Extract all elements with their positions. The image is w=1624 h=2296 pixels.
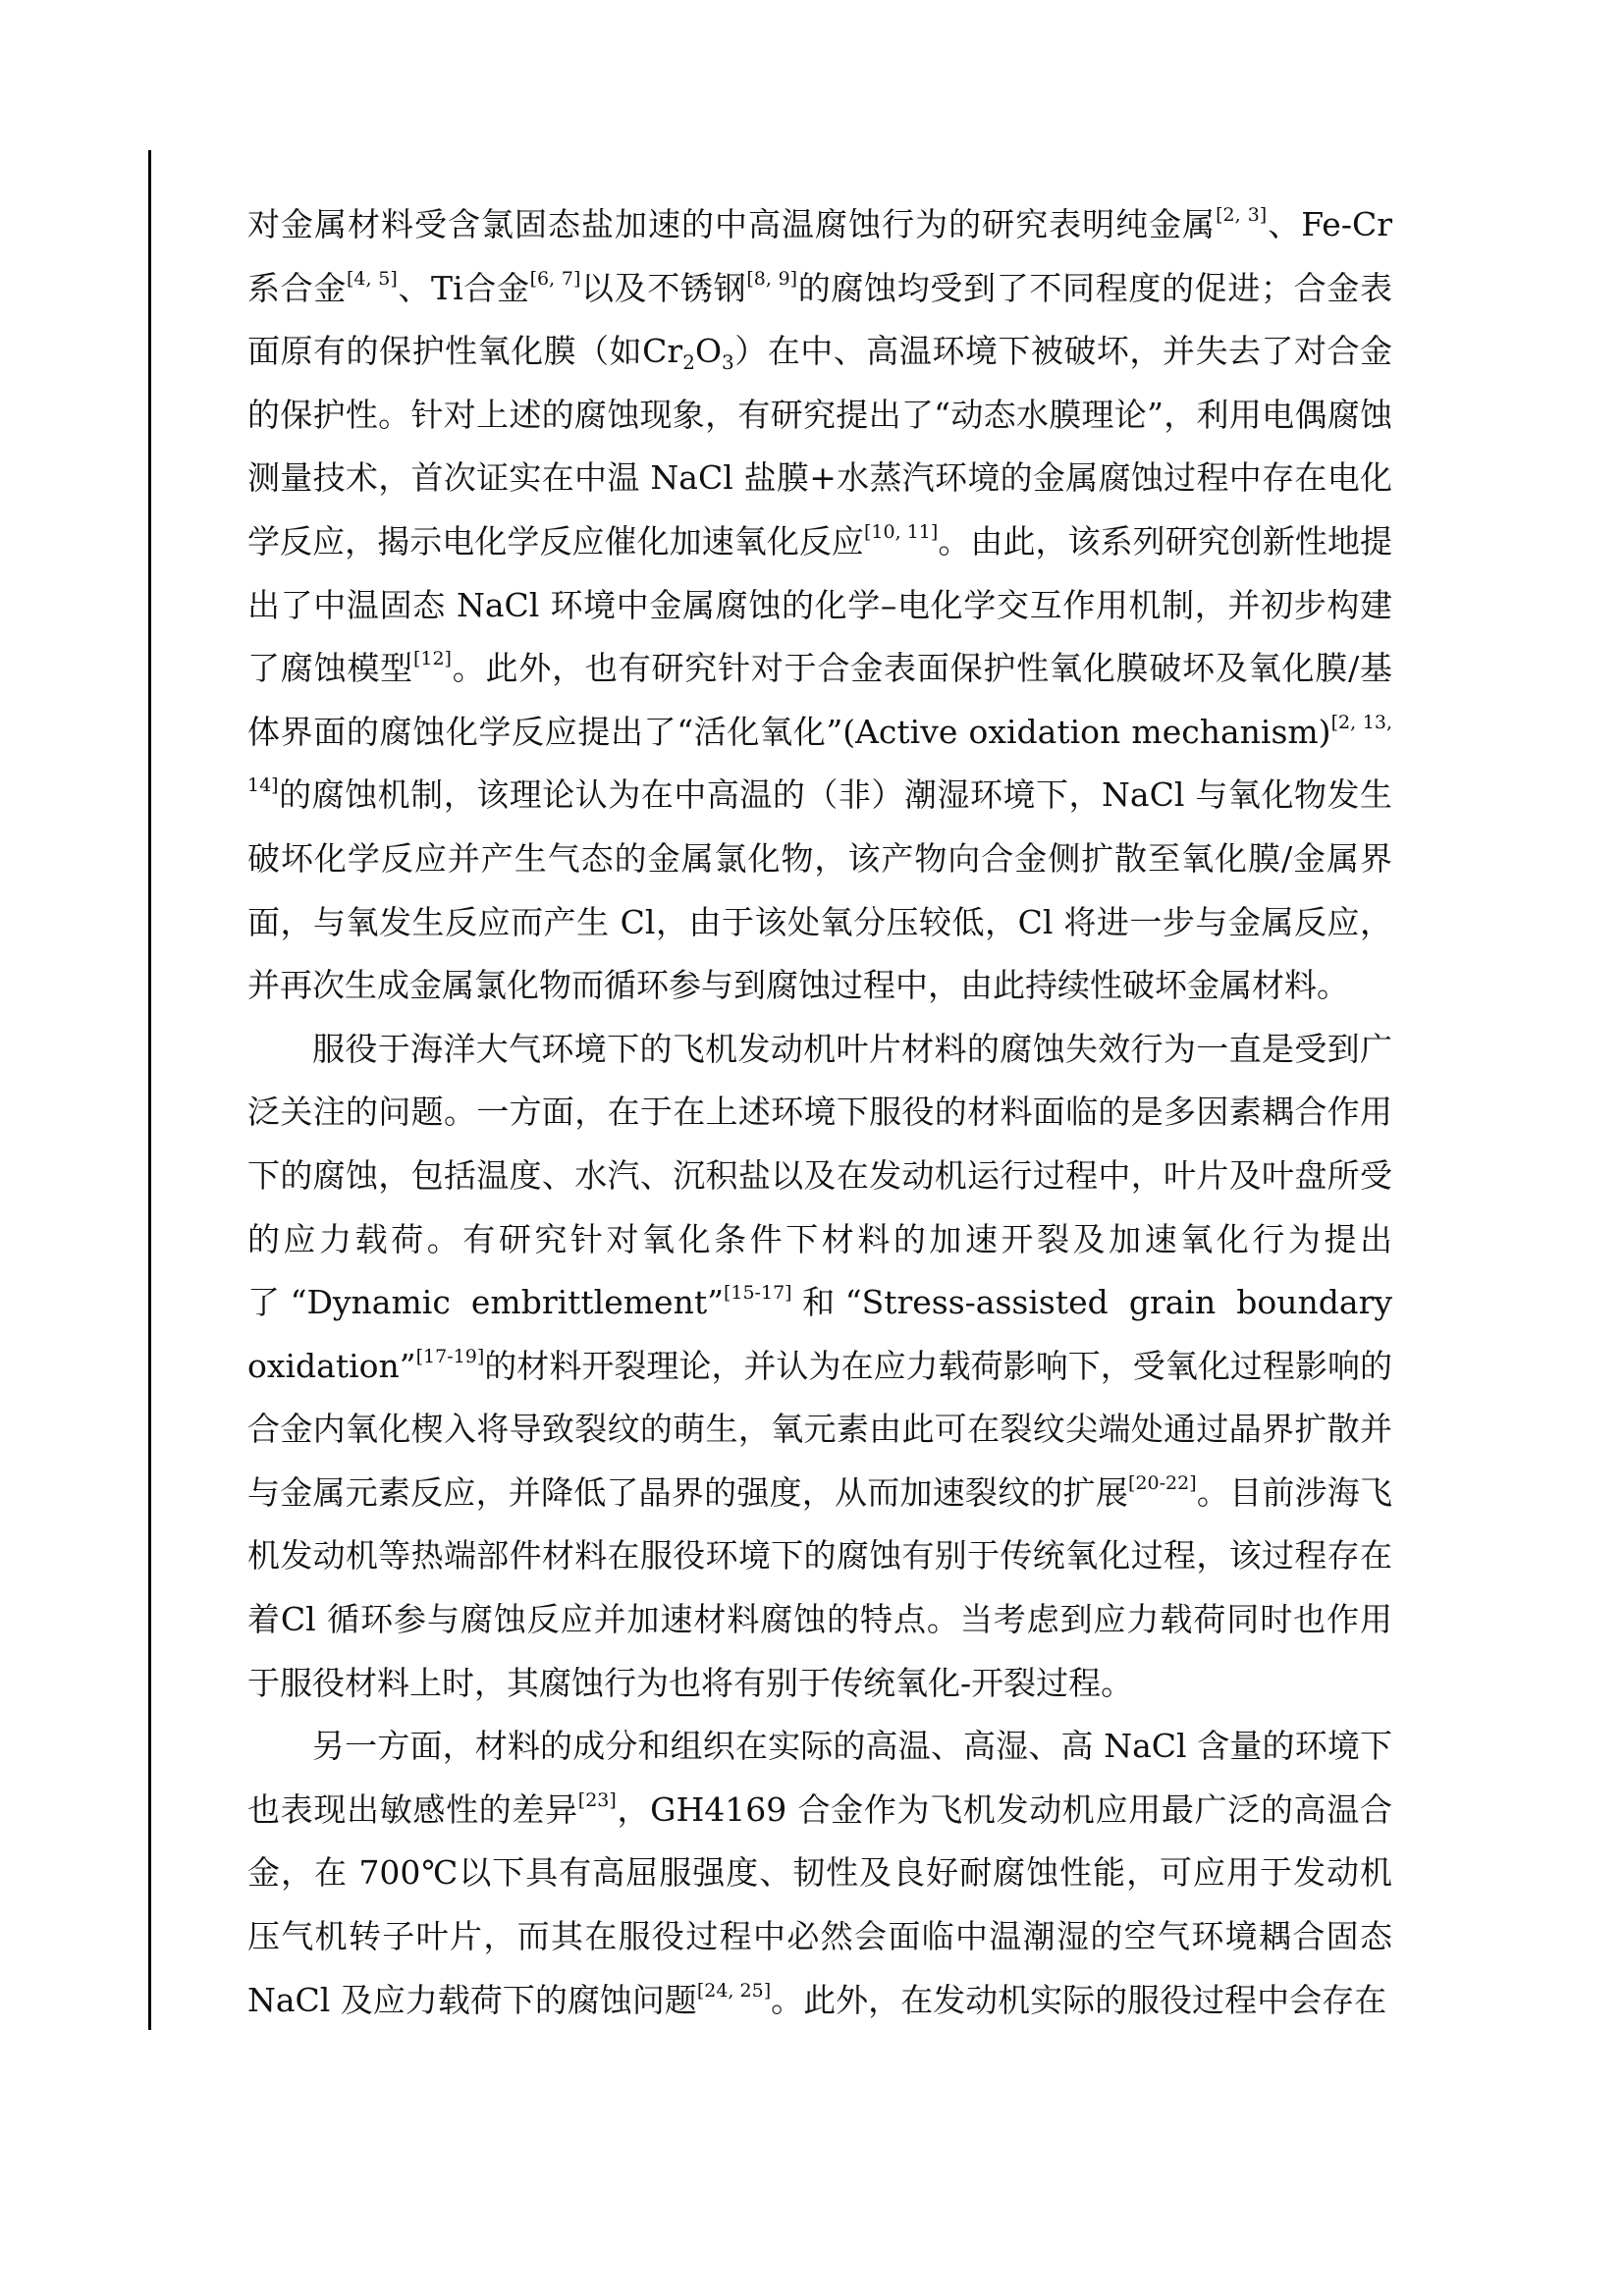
text-run: 的腐蚀机制，该理论认为在中高温的（非）潮湿环境下，NaCl 与氧化物发生破坏化学反应并产生气态的金属氯化物，该产物向合金侧扩散至氧化膜/金属界面，与氧发生反应而产生 Cl，由于该处氧分压较低，Cl 将进一步与金属反应，并再次生成金属氯化物而循环参与到腐蚀过程中，由此持续性破坏金属材料。 (247, 775, 1392, 1005)
body-text (247, 193, 1392, 2032)
text-run: 。目前涉海飞机发动机等热端部件材料在服役环境下的腐蚀有别于传统氧化过程，该过程存在着Cl 循环参与腐蚀反应并加速材料腐蚀的特点。当考虑到应力载荷同时也作用于服役材料上时，其腐蚀行为也将有别于传统氧化-开裂过程。 (247, 1472, 1393, 1702)
text-run: 以及不锈钢 (580, 268, 747, 307)
paragraph (247, 1715, 1392, 2032)
paragraph (247, 193, 1392, 1018)
paragraph (247, 1018, 1392, 1716)
text-run: 另一方面，材料的成分和组织在实际的高温、高湿、高 NaCl 含量的环境下也表现出敏感性的差异 (247, 1727, 1392, 1829)
citation-superscript: [4, 5] (346, 267, 398, 290)
text-run: 的腐蚀均受到了不同程度的促进；合金表面原有的保护性氧化膜（如Cr (247, 268, 1392, 371)
text-run: ，GH4169 合金作为飞机发动机应用最广泛的高温合金，在 700℃以下具有高屈服强度、韧性及良好耐腐蚀性能，可应用于发动机压气机转子叶片，而其在服役过程中必然会面临中温潮湿的空气环境耦合固态NaCl 及应力载荷下的腐蚀问题 (247, 1789, 1392, 2019)
citation-superscript: [2, 3] (1216, 204, 1268, 226)
text-run: 。此外，也有研究针对于合金表面保护性氧化膜破坏及氧化膜/基体界面的腐蚀化学反应提出了“活化氧化”(Active oxidation mechanism) (247, 649, 1392, 751)
citation-superscript: [20-22] (1128, 1471, 1197, 1494)
citation-superscript: [15-17] (723, 1282, 792, 1305)
left-margin-rule (148, 150, 151, 2030)
citation-superscript: [23] (577, 1789, 617, 1811)
citation-superscript: [6, 7] (529, 267, 581, 290)
text-run: 对金属材料受含氯固态盐加速的中高温腐蚀行为的研究表明纯金属 (247, 205, 1217, 243)
text-run: 。由此，该系列研究创新性地提出了中温固态 NaCl 环境中金属腐蚀的化学–电化学交互作用机制，并初步构建了腐蚀模型 (247, 521, 1393, 688)
text-run: 、Fe-Cr系合金 (247, 205, 1393, 307)
text-run: 、Ti合金 (397, 268, 530, 307)
chemical-subscript: 3 (722, 350, 734, 375)
text-run: 。此外，在发动机实际的服役过程中会存在 (771, 1980, 1387, 2019)
text-run: 的材料开裂理论，并认为在应力载荷影响下，受氧化过程影响的合金内氧化楔入将导致裂纹的萌生，氧元素由此可在裂纹尖端处通过晶界扩散并与金属元素反应，并降低了晶界的强度，从而加速裂纹的扩展 (247, 1346, 1392, 1512)
text-run: ）在中、高温环境下被破坏，并失去了对合金的保护性。针对上述的腐蚀现象，有研究提出了“动态水膜理论”，利用电偶腐蚀测量技术，首次证实在中温 NaCl 盐膜+水蒸汽环境的金属腐蚀过程中存在电化学反应，揭示电化学反应催化加速氧化反应 (247, 332, 1393, 561)
citation-superscript: [12] (412, 648, 452, 670)
citation-superscript: [2, 13, 14] (247, 711, 1392, 797)
citation-superscript: [10, 11] (863, 520, 939, 543)
text-run: 服役于海洋大气环境下的飞机发动机叶片材料的腐蚀失效行为一直是受到广泛关注的问题。一方面，在于在上述环境下服役的材料面临的是多因素耦合作用下的腐蚀，包括温度、水汽、沉积盐以及在发动机运行过程中，叶片及叶盘所受的应力载荷。有研究针对氧化条件下材料的加速开裂及加速氧化行为提出了“Dynamic embrittlement” (247, 1029, 1392, 1322)
citation-superscript: [17-19] (415, 1345, 485, 1367)
chemical-subscript: 2 (682, 350, 695, 375)
text-run: 和“Stress-assisted grain boundary oxidation” (247, 1283, 1392, 1385)
text-run: O (694, 332, 722, 371)
citation-superscript: [24, 25] (696, 1979, 772, 2002)
citation-superscript: [8, 9] (746, 267, 798, 290)
